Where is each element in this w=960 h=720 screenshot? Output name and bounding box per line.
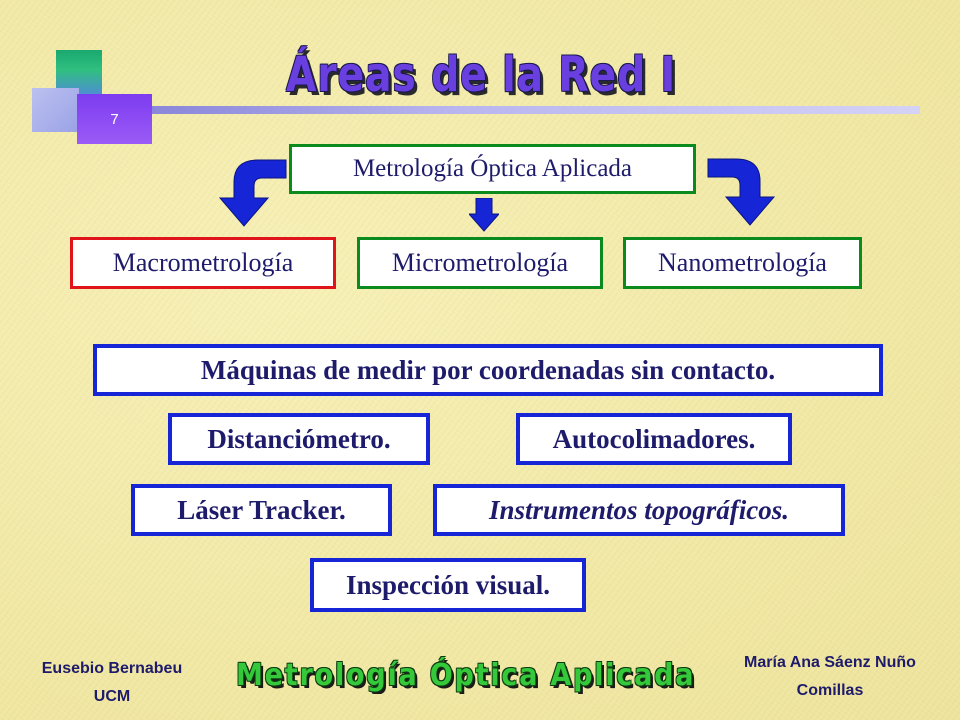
box-autocolimadores: Autocolimadores. (516, 413, 792, 465)
footer-org-left: UCM (93, 688, 131, 705)
footer-author-right: María Ana Sáenz Nuño (744, 654, 916, 671)
curved-arrow-left-icon (218, 156, 290, 230)
box-inspeccion-visual: Inspección visual. (310, 558, 586, 612)
slide-number: 7 (110, 110, 119, 128)
footer-title: Metrología Óptica Aplicada (236, 658, 696, 693)
title-rule (152, 106, 920, 114)
box-instrumentos-topograficos: Instrumentos topográficos. (433, 484, 845, 536)
box-distanciometro: Distanciómetro. (168, 413, 430, 465)
slide-title: Áreas de la Red I (286, 47, 677, 103)
box-maquinas-medir: Máquinas de medir por coordenadas sin contacto. (93, 344, 883, 396)
curved-arrow-right-icon (704, 155, 776, 229)
box-micrometrologia: Micrometrología (357, 237, 603, 289)
footer-org-right: Comillas (796, 682, 864, 699)
footer-author-left: Eusebio Bernabeu (41, 660, 183, 677)
box-laser-tracker: Láser Tracker. (131, 484, 392, 536)
box-metrologia-optica: Metrología Óptica Aplicada (289, 144, 696, 194)
box-macrometrologia: Macrometrología (70, 237, 336, 289)
box-nanometrologia: Nanometrología (623, 237, 862, 289)
decor-square-lilac (32, 88, 79, 132)
down-arrow-icon (469, 198, 499, 232)
